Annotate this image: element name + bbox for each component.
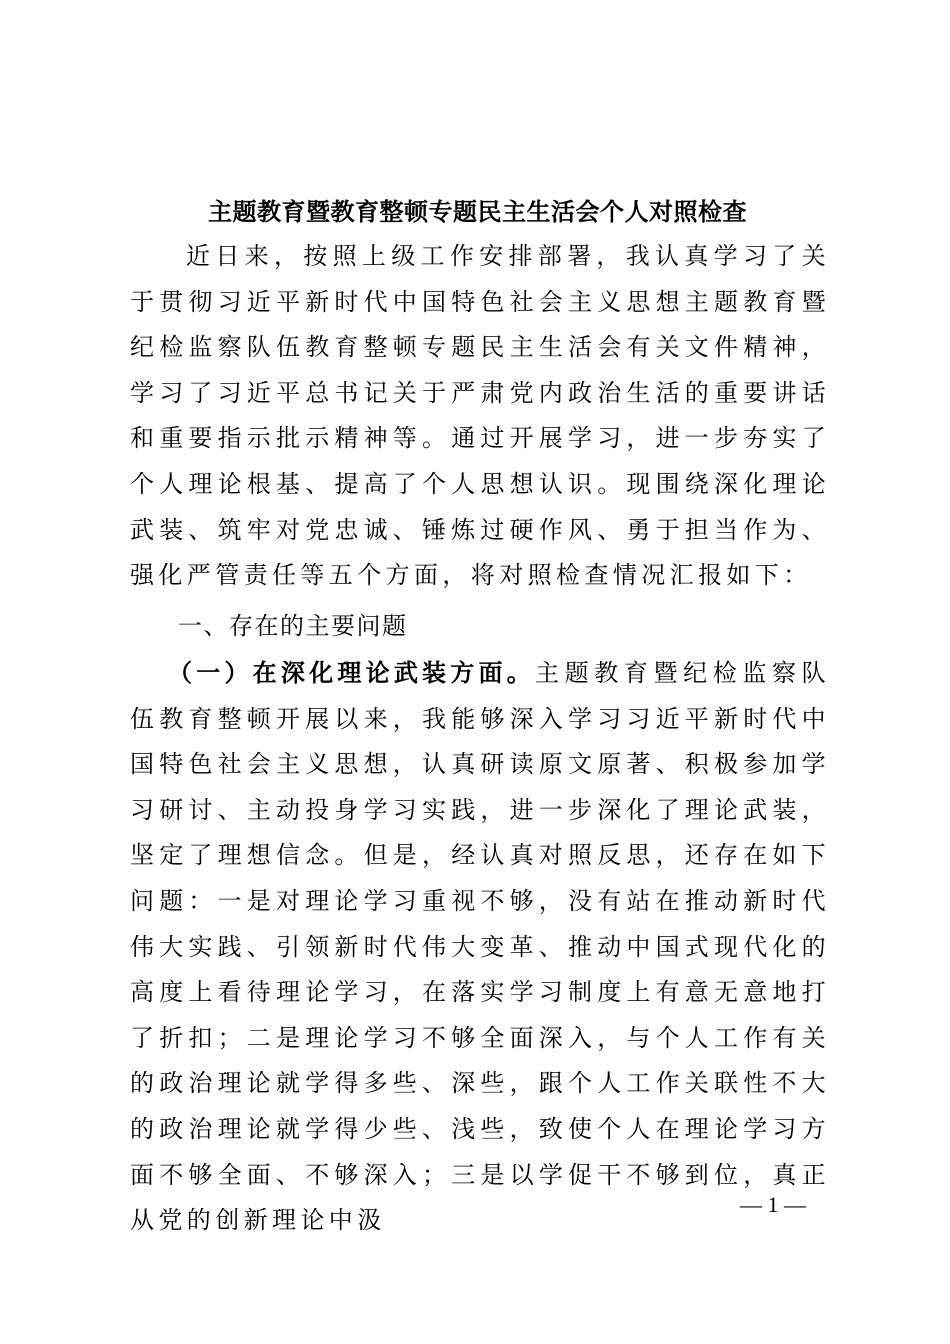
section-heading: 一、存在的主要问题 xyxy=(178,612,408,640)
document-title: 主题教育暨教育整顿专题民主生活会个人对照检查 xyxy=(208,197,747,226)
subsection-body: 主题教育暨纪检监察队伍教育整顿开展以来，我能够深入学习习近平新时代中国特色社会主义思想，认真研读原文原著、积极参加学习研讨、主动投身学习实践，进一步深化了理论武装，坚定了理想信念。但是，经认真对照反思，还存在如下问题：一是对理论学习重视不够，没有站在推动新时代伟大实践、引领新时代伟大变革、推动中国式现代化的高度上看待理论学习，在落实学习制度上有意无意地打了折扣；二是理论学习不够全面深入，与个人工作有关的政治理论就学得多些、深些，跟个人工作关联性不大的政治理论就学得少些、浅些，致使个人在理论学习方面不够全面、不够深入；三是以学促干不够到位，真正从党的创新理论中汲 xyxy=(130,659,831,1235)
subsection-lead: （一）在深化理论武装方面。 xyxy=(168,658,535,687)
page-number: — 1 — xyxy=(740,1192,806,1217)
intro-paragraph: 近日来，按照上级工作安排部署，我认真学习了关于贯彻习近平新时代中国特色社会主义思想主题教育暨纪检监察队伍教育整顿专题民主生活会有关文件精神，学习了习近平总书记关于严肃党内政治生活的重要讲话和重要指示批示精神等。通过开展学习，进一步夯实了个人理论根基、提高了个人思想认识。现围绕深化理论武装、筑牢对党忠诚、锤炼过硬作风、勇于担当作为、强化严管责任等五个方面，将对照检查情况汇报如下： xyxy=(130,242,830,590)
subsection-paragraph xyxy=(130,650,830,1244)
